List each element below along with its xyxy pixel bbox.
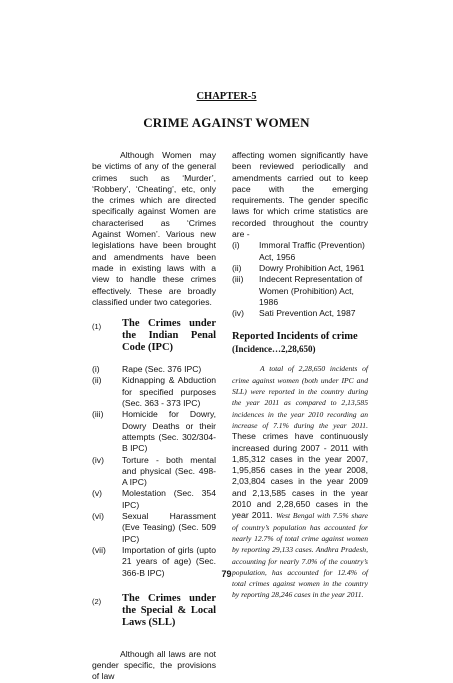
section-title: The Crimes under the Special & Local Laws (SLL) xyxy=(122,592,216,628)
sll-act-list xyxy=(232,240,368,319)
item-number: (i) xyxy=(232,240,240,251)
ipc-crime-list xyxy=(92,364,216,579)
list-item xyxy=(92,511,216,545)
left-column xyxy=(92,150,216,683)
item-text: Immoral Traffic (Prevention) Act, 1956 xyxy=(259,240,365,262)
item-number: (vi) xyxy=(92,511,104,522)
list-item xyxy=(232,263,368,274)
item-text: Kidnapping & Abduction for specified purposes (Sec. 363 - 373 IPC) xyxy=(122,375,216,409)
item-text: Importation of girls (upto 21 years of age) (Sec. 366-B IPC) xyxy=(122,544,216,578)
italic-summary: A total of 2,28,650 incidents of crime against women (both under IPC and SLL) were reported in the country during the year 2011 as compared to 2,13,585 incidences in the year 2010 recording an increase of 7.1% during the year 2011. xyxy=(232,364,368,430)
list-item xyxy=(92,409,216,454)
state-share-text: West Bengal with 7.5% share of country’s population has accounted for nearly 12.7% of total crime against women by reporting 29,133 cases. Andhra Pradesh, accounting for nearly 7.0% of the country’s population, has accounted for 12.4% of total crimes against women in the country by reporting 28,246 cases in the year 2011. xyxy=(232,511,368,600)
page-title: CRIME AGAINST WOMEN xyxy=(143,115,310,130)
section-number: (2) xyxy=(92,596,102,606)
section-ipc-heading xyxy=(92,318,216,354)
item-text: Dowry Prohibition Act, 1961 xyxy=(259,262,365,273)
item-text: Torture - both mental and physical (Sec. 498-A IPC) xyxy=(122,454,216,488)
item-text: Molestation (Sec. 354 IPC) xyxy=(122,488,216,510)
trend-text: These crimes have continuously increased during 2007 - 2011 with 1,85,312 cases in the year 2007, 1,95,856 cases in the year 2008, 2,03,804 cases in the year 2009 and 2,13,585 cases in the year 2010 and 2,28,650 cases in the year 2011. xyxy=(232,431,368,521)
list-item xyxy=(92,455,216,489)
section-number: (1) xyxy=(92,322,102,332)
item-number: (iii) xyxy=(92,409,104,420)
item-number: (ii) xyxy=(232,262,242,273)
item-number: (v) xyxy=(92,488,103,499)
item-number: (ii) xyxy=(92,375,102,386)
list-item xyxy=(92,488,216,511)
item-number: (i) xyxy=(92,364,100,375)
section-title: The Crimes under the Indian Penal Code (IPC) xyxy=(122,318,216,354)
item-text: Sati Prevention Act, 1987 xyxy=(259,308,356,319)
page-number: 79 xyxy=(221,569,232,579)
item-number: (iii) xyxy=(232,274,244,285)
item-text: Indecent Representation of Women (Prohibition) Act, 1986 xyxy=(259,274,363,307)
continuation-paragraph: affecting women significantly have been reviewed periodically and amendments carried out to keep pace with the emerging requirements. The gender specific laws for which crime statistics are recorded throughout the country are - xyxy=(232,150,368,240)
chapter-label: CHAPTER-5 xyxy=(196,91,257,102)
list-item xyxy=(232,274,368,308)
item-number: (iv) xyxy=(92,454,104,465)
item-number: (vii) xyxy=(92,544,106,555)
intro-paragraph: Although Women may be victims of any of the general crimes such as ‘Murder’, ‘Robbery’, ‘Cheating’, etc, only the crimes which are directed specifically against Women are characterised as ‘Crimes Against Women’. Various new legislations have been brought and amendments have been made in existing laws with a view to handle these crimes effectively. These are broadly classified under two categories. xyxy=(92,150,216,307)
right-column xyxy=(232,150,368,601)
item-text: Rape (Sec. 376 IPC) xyxy=(122,364,202,375)
list-item xyxy=(92,375,216,409)
item-text: Homicide for Dowry, Dowry Deaths or their attempts (Sec. 302/304-B IPC) xyxy=(122,409,216,454)
closing-paragraph: Although all laws are not gender specific, the provisions of law xyxy=(92,648,216,682)
list-item xyxy=(92,364,216,375)
reported-incidents-heading: Reported Incidents of crime xyxy=(232,331,358,343)
item-number: (iv) xyxy=(232,308,244,319)
list-item xyxy=(232,308,368,319)
statistics-paragraph xyxy=(232,363,368,600)
item-text: Sexual Harassment (Eve Teasing) (Sec. 509 IPC) xyxy=(122,511,216,544)
section-sll-heading xyxy=(92,593,216,629)
list-item xyxy=(232,240,368,263)
incidence-subheading: (Incidence…2,28,650) xyxy=(232,344,316,355)
